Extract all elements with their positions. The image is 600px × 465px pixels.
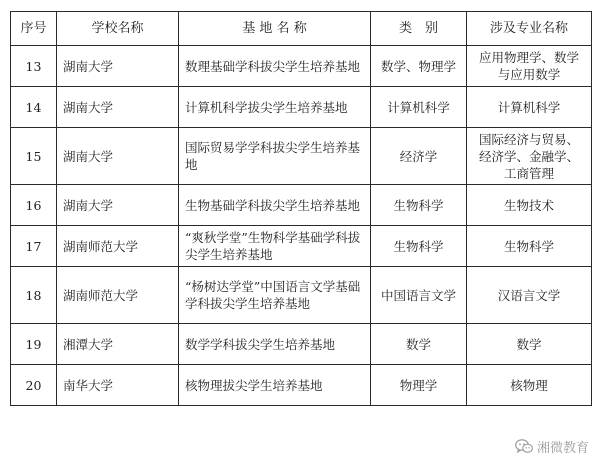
cell-major: 生物技术 <box>467 185 592 226</box>
cell-category: 生物科学 <box>371 226 467 267</box>
cell-school: 湖南师范大学 <box>57 267 179 324</box>
cell-no: 18 <box>11 267 57 324</box>
cell-no: 20 <box>11 365 57 406</box>
cell-base: “杨树达学堂”中国语言文学基础学科拔尖学生培养基地 <box>179 267 371 324</box>
table-row <box>11 226 592 267</box>
base-list-table <box>10 11 592 406</box>
cell-no: 16 <box>11 185 57 226</box>
table-row <box>11 365 592 406</box>
cell-no: 13 <box>11 46 57 87</box>
table-row <box>11 267 592 324</box>
cell-category: 生物科学 <box>371 185 467 226</box>
cell-no: 19 <box>11 324 57 365</box>
table-header-row <box>11 12 592 46</box>
watermark-text: 湘微教育 <box>536 441 589 456</box>
header-major: 涉及专业名称 <box>467 12 592 46</box>
cell-base: 计算机科学拔尖学生培养基地 <box>179 87 371 128</box>
cell-category: 中国语言文学 <box>371 267 467 324</box>
cell-base: 核物理拔尖学生培养基地 <box>179 365 371 406</box>
cell-category: 数学、物理学 <box>371 46 467 87</box>
cell-base: 国际贸易学学科拔尖学生培养基地 <box>179 128 371 185</box>
cell-major: 国际经济与贸易、经济学、金融学、工商管理 <box>467 128 592 185</box>
cell-base: 数学学科拔尖学生培养基地 <box>179 324 371 365</box>
cell-category: 数学 <box>371 324 467 365</box>
cell-major: 生物科学 <box>467 226 592 267</box>
wechat-icon <box>515 439 533 454</box>
cell-school: 湖南大学 <box>57 185 179 226</box>
table-row <box>11 324 592 365</box>
cell-base: 数理基础学科拔尖学生培养基地 <box>179 46 371 87</box>
cell-school: 湘潭大学 <box>57 324 179 365</box>
cell-major: 数学 <box>467 324 592 365</box>
cell-base: 生物基础学科拔尖学生培养基地 <box>179 185 371 226</box>
table-row <box>11 128 592 185</box>
cell-major: 核物理 <box>467 365 592 406</box>
header-base: 基 地 名 称 <box>179 12 371 46</box>
cell-category: 物理学 <box>371 365 467 406</box>
header-category: 类 别 <box>371 12 467 46</box>
cell-major: 计算机科学 <box>467 87 592 128</box>
watermark <box>512 436 592 457</box>
cell-school: 湖南师范大学 <box>57 226 179 267</box>
table-row <box>11 46 592 87</box>
cell-school: 湖南大学 <box>57 87 179 128</box>
table-row <box>11 87 592 128</box>
cell-no: 14 <box>11 87 57 128</box>
cell-base: “爽秋学堂”生物科学基础学科拔尖学生培养基地 <box>179 226 371 267</box>
cell-category: 计算机科学 <box>371 87 467 128</box>
cell-no: 17 <box>11 226 57 267</box>
table-row <box>11 185 592 226</box>
cell-major: 汉语言文学 <box>467 267 592 324</box>
cell-school: 南华大学 <box>57 365 179 406</box>
header-school: 学校名称 <box>57 12 179 46</box>
cell-no: 15 <box>11 128 57 185</box>
cell-school: 湖南大学 <box>57 128 179 185</box>
cell-category: 经济学 <box>371 128 467 185</box>
header-no: 序号 <box>11 12 57 46</box>
cell-school: 湖南大学 <box>57 46 179 87</box>
cell-major: 应用物理学、数学与应用数学 <box>467 46 592 87</box>
